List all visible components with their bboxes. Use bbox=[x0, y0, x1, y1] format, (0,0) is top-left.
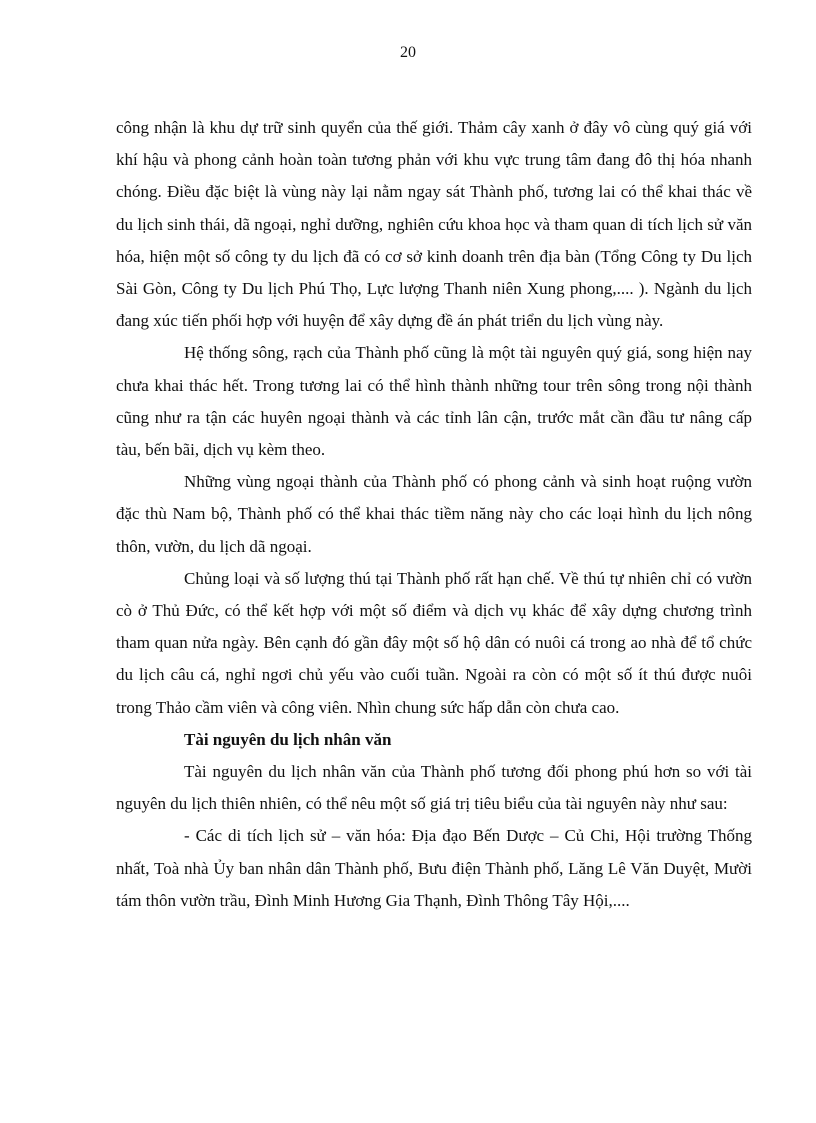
paragraph-cultural-intro: Tài nguyên du lịch nhân văn của Thành phố tương đối phong phú hơn so với tài nguyên du lịch thiên nhiên, có thể nêu một số giá trị tiêu biểu của tài nguyên này như sau: bbox=[116, 762, 752, 814]
document-body bbox=[116, 112, 752, 917]
paragraph-suburbs: Những vùng ngoại thành của Thành phố có phong cảnh và sinh hoạt ruộng vườn đặc thù Nam bộ, Thành phố có thể khai thác tiềm năng này cho các loại hình du lịch nông thôn, vườn, du lịch dã ngoại. bbox=[116, 472, 752, 556]
paragraph-continuation: công nhận là khu dự trữ sinh quyển của thế giới. Thảm cây xanh ở đây vô cùng quý giá với khí hậu và phong cảnh hoàn toàn tương phản với khu vực trung tâm đang đô thị hóa nhanh chóng. Điều đặc biệt là vùng này lại nằm ngay sát Thành phố, tương lai có thể khai thác về du lịch sinh thái, dã ngoại, nghỉ dưỡng, nghiên cứu khoa học và tham quan di tích lịch sử văn hóa, hiện một số công ty du lịch đã có cơ sở kinh doanh trên địa bàn (Tổng Công ty Du lịch Sài Gòn, Công ty Du lịch Phú Thọ, Lực lượng Thanh niên Xung phong,.... ). Ngành du lịch đang xúc tiến phối hợp với huyện để xây dựng đề án phát triển du lịch vùng này. bbox=[116, 118, 752, 331]
paragraph-historical-sites: - Các di tích lịch sử – văn hóa: Địa đạo Bến Dược – Củ Chi, Hội trường Thống nhất, Toà nhà Ủy ban nhân dân Thành phố, Bưu điện Thành phố, Lăng Lê Văn Duyệt, Mười tám thôn vườn trầu, Đình Minh Hương Gia Thạnh, Đình Thông Tây Hội,.... bbox=[116, 826, 752, 910]
paragraph-rivers: Hệ thống sông, rạch của Thành phố cũng là một tài nguyên quý giá, song hiện nay chưa khai thác hết. Trong tương lai có thể hình thành những tour trên sông trong nội thành cũng như ra tận các huyên ngoại thành và các tỉnh lân cận, trước mắt cần đầu tư nâng cấp tàu, bến bãi, dịch vụ kèm theo. bbox=[116, 343, 752, 460]
paragraph-wildlife: Chủng loại và số lượng thú tại Thành phố rất hạn chế. Về thú tự nhiên chỉ có vườn cò ở Thủ Đức, có thể kết hợp với một số điểm và dịch vụ khác để xây dựng chương trình tham quan nửa ngày. Bên cạnh đó gần đây một số hộ dân có nuôi cá trong ao nhà để tổ chức du lịch câu cá, nghỉ ngơi chủ yếu vào cuối tuần. Ngoài ra còn có một số ít thú được nuôi trong Thảo cầm viên và công viên. Nhìn chung sức hấp dẫn còn chưa cao. bbox=[116, 568, 752, 717]
section-heading: Tài nguyên du lịch nhân văn bbox=[184, 729, 392, 749]
page-number: 20 bbox=[400, 44, 416, 61]
